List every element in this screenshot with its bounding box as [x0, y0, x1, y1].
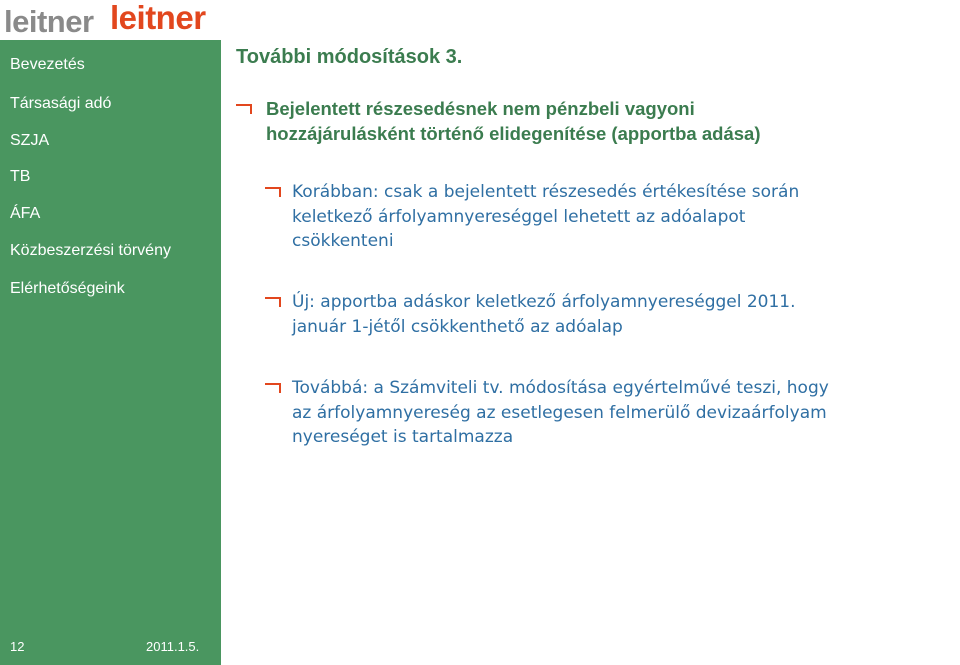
bullet-marker-icon — [265, 297, 281, 307]
sidebar-item-elerhetosegeink[interactable]: Elérhetőségeink — [10, 280, 125, 297]
main-heading-text — [266, 96, 960, 146]
bullet-marker-icon — [265, 187, 281, 197]
bullet-text — [292, 290, 960, 339]
sidebar-item-tarsasagi-ado[interactable]: Társasági adó — [10, 95, 112, 112]
text-line: az árfolyamnyereség az esetlegesen felmerülő devizaárfolyam — [292, 402, 827, 423]
text-line: Új: apportba adáskor keletkező árfolyamnyereséggel 2011. — [292, 292, 796, 312]
page-number: 12 — [10, 639, 25, 654]
page-title: További módosítások 3. — [236, 46, 463, 68]
text-line: január 1-jétől csökkenthető az adóalap — [292, 316, 623, 337]
text-line: Továbbá: a Számviteli tv. módosítása egyértelművé teszi, hogy — [292, 378, 829, 398]
bullet-marker-icon — [236, 104, 252, 114]
text-line: Korábban: csak a bejelentett részesedés értékesítése során — [292, 182, 800, 202]
text-line: hozzájárulásként történő elidegenítése (apportba adása) — [266, 123, 761, 144]
sidebar-item-afa[interactable]: ÁFA — [10, 205, 41, 222]
sidebar-item-szja[interactable]: SZJA — [10, 132, 50, 149]
logo-red: leitner — [110, 0, 206, 36]
footer-date: 2011.1.5. — [146, 639, 200, 654]
bullet-marker-icon — [265, 383, 281, 393]
sidebar — [0, 40, 221, 665]
sidebar-item-kozbeszerzesi-torveny[interactable]: Közbeszerzési törvény — [10, 242, 171, 259]
bullet-text — [292, 376, 960, 450]
text-line: keletkező árfolyamnyereséggel lehetett az adóalapot — [292, 206, 746, 227]
text-line: csökkenteni — [292, 231, 394, 251]
header-logo-bar — [0, 0, 960, 40]
bullet-text — [292, 180, 960, 254]
text-line: nyereséget is tartalmazza — [292, 427, 514, 447]
sidebar-item-tb[interactable]: TB — [10, 168, 31, 185]
sidebar-item-bevezetes[interactable]: Bevezetés — [10, 56, 85, 73]
text-line: Bejelentett részesedésnek nem pénzbeli vagyoni — [266, 98, 695, 119]
logo-grey: leitner — [4, 4, 94, 39]
